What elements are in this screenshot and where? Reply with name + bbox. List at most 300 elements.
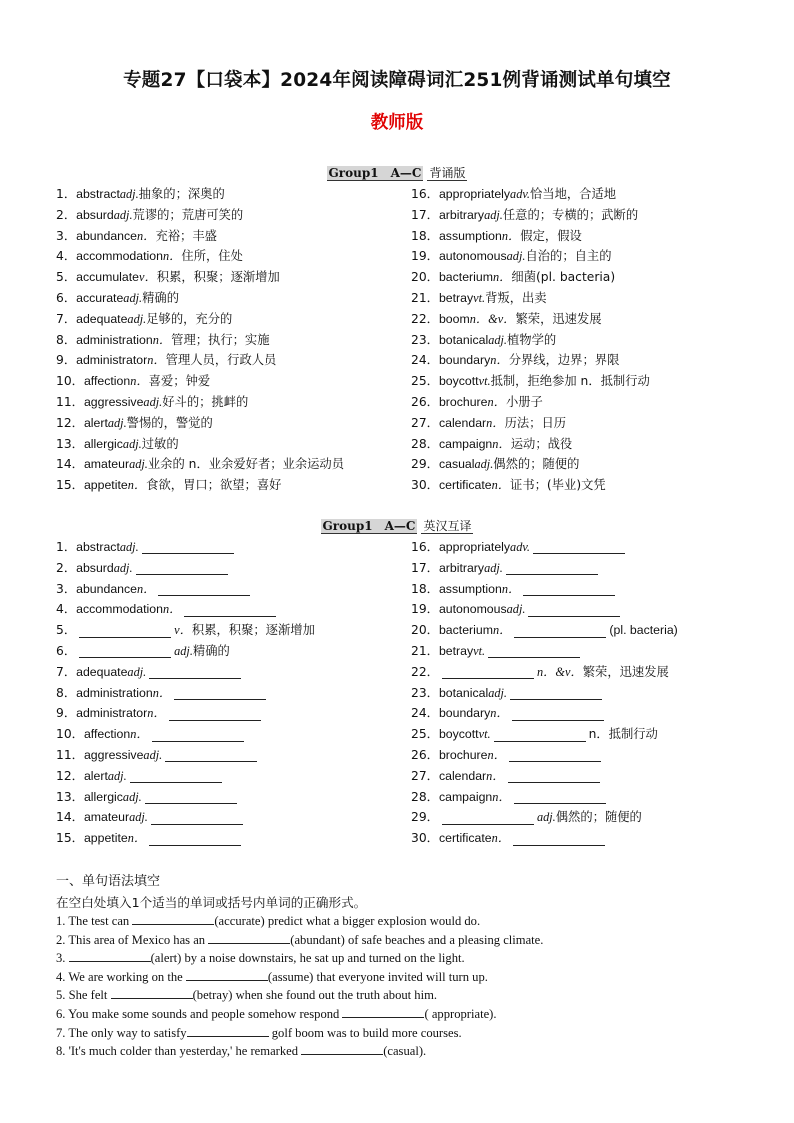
item-number: 18． bbox=[411, 228, 439, 243]
meaning: 住所，住处 bbox=[181, 249, 243, 264]
vocab-item bbox=[411, 205, 650, 226]
word: assumption bbox=[438, 581, 502, 596]
word: assumption bbox=[438, 228, 502, 243]
answer-blank[interactable] bbox=[514, 624, 606, 638]
word: botanical bbox=[438, 332, 489, 347]
vocab-item bbox=[411, 371, 650, 392]
part-of-speech: n． bbox=[127, 478, 147, 493]
part-of-speech: adj. bbox=[474, 457, 494, 472]
vocab-item bbox=[56, 246, 344, 267]
part-of-speech: adj. bbox=[143, 394, 163, 409]
word: brochure bbox=[438, 394, 488, 409]
vocab-item bbox=[56, 350, 344, 371]
group-label: Group1 A—C bbox=[322, 519, 416, 533]
translation-item bbox=[411, 620, 678, 641]
translation-item bbox=[411, 683, 678, 704]
word: boom bbox=[438, 311, 470, 326]
item-number: 21． bbox=[411, 643, 439, 658]
word: absurd bbox=[76, 207, 114, 222]
item-number: 14． bbox=[56, 457, 84, 472]
vocab-item bbox=[411, 392, 650, 413]
part-of-speech: n． bbox=[490, 706, 509, 721]
answer-blank[interactable] bbox=[184, 603, 276, 617]
item-number: 11． bbox=[56, 747, 84, 762]
vocab-item bbox=[56, 475, 344, 496]
answer-blank[interactable] bbox=[132, 913, 214, 925]
translation-item bbox=[411, 828, 678, 849]
translation-item bbox=[411, 599, 678, 620]
word: abstract bbox=[76, 540, 120, 554]
word: bacterium bbox=[438, 623, 493, 638]
part-of-speech: adj. bbox=[506, 602, 526, 617]
answer-blank[interactable] bbox=[506, 561, 598, 575]
answer-blank[interactable] bbox=[151, 811, 243, 825]
item-number: 22． bbox=[411, 664, 439, 679]
vocab-item bbox=[411, 288, 650, 309]
translation-item bbox=[56, 579, 315, 600]
part-of-speech: adj. bbox=[113, 560, 133, 575]
answer-blank[interactable] bbox=[79, 644, 171, 658]
meaning: 荒谬的；荒唐可笑的 bbox=[132, 207, 244, 222]
meaning: 积累，积聚；逐渐增加 bbox=[156, 270, 280, 285]
exercise-sentence bbox=[56, 1006, 497, 1022]
part-of-speech: n． bbox=[491, 831, 511, 846]
word: calendar bbox=[438, 768, 487, 783]
item-number: 5． bbox=[56, 270, 77, 285]
item-number: 2． bbox=[56, 207, 77, 222]
translation-item bbox=[56, 620, 315, 641]
part-of-speech: n． bbox=[162, 249, 182, 264]
exercise-sentence bbox=[56, 969, 488, 985]
translation-item bbox=[411, 745, 678, 766]
answer-blank[interactable] bbox=[142, 540, 234, 554]
translate-list-right bbox=[411, 537, 678, 849]
meaning: 足够的，充分的 bbox=[146, 311, 233, 326]
word: boycott bbox=[438, 727, 479, 742]
mode-label: 背诵版 bbox=[429, 166, 466, 180]
meaning: 繁荣，迅速发展 bbox=[515, 311, 602, 326]
translation-item bbox=[56, 558, 315, 579]
edition-label: 教师版 bbox=[370, 113, 424, 133]
part-of-speech: adj. bbox=[143, 747, 163, 762]
meaning: 过敏的 bbox=[141, 436, 179, 451]
item-number: 9． bbox=[56, 353, 77, 368]
part-of-speech: v． bbox=[139, 270, 157, 285]
answer-blank[interactable] bbox=[136, 561, 228, 575]
vocab-item bbox=[56, 226, 344, 247]
recite-list-right bbox=[411, 184, 650, 496]
word: amateur bbox=[83, 810, 130, 825]
part-of-speech: n． bbox=[152, 685, 172, 700]
word: accommodation bbox=[76, 249, 163, 264]
word: allergic bbox=[83, 789, 123, 804]
word: boycott bbox=[438, 374, 479, 389]
answer-blank[interactable] bbox=[130, 769, 222, 783]
sentence-start: 4. We are working on the bbox=[56, 969, 186, 984]
word: calendar bbox=[438, 415, 487, 430]
meaning: 管理；执行；实施 bbox=[171, 332, 270, 347]
item-number: 4． bbox=[56, 249, 77, 264]
sentence-end: (casual). bbox=[383, 1044, 427, 1059]
answer-blank[interactable] bbox=[442, 665, 534, 679]
vocab-item bbox=[56, 392, 344, 413]
item-number: 27． bbox=[411, 415, 439, 430]
vocab-item bbox=[56, 330, 344, 351]
part-of-speech: n． bbox=[487, 747, 506, 762]
part-of-speech: adj. bbox=[488, 332, 507, 347]
item-number: 6． bbox=[56, 290, 77, 305]
translation-item bbox=[56, 807, 315, 828]
meaning: n．抵制行动 bbox=[588, 727, 658, 742]
part-of-speech: vt. bbox=[478, 374, 491, 389]
translation-item bbox=[411, 558, 678, 579]
word: abundance bbox=[76, 228, 137, 243]
item-number: 28． bbox=[411, 436, 439, 451]
word: administration bbox=[76, 332, 153, 347]
item-number: 14． bbox=[56, 810, 84, 825]
exercise-sentence bbox=[56, 950, 465, 966]
meaning: 积累，积聚；逐渐增加 bbox=[191, 623, 315, 638]
word: amateur bbox=[83, 457, 130, 472]
part-of-speech: adj. bbox=[484, 207, 503, 222]
item-number: 15． bbox=[56, 831, 84, 846]
item-number: 16． bbox=[411, 540, 439, 554]
vocab-item bbox=[56, 434, 344, 455]
item-number: 2． bbox=[56, 560, 77, 575]
page-title: 专题27【口袋本】2024年阅读障碍词汇251例背诵测试单句填空 bbox=[123, 70, 671, 91]
meaning: 假定，假设 bbox=[520, 228, 582, 243]
answer-blank[interactable] bbox=[510, 686, 602, 700]
meaning: 运动；战役 bbox=[510, 436, 573, 451]
meaning: 分界线，边界；界限 bbox=[508, 353, 620, 368]
item-number: 8． bbox=[56, 332, 77, 347]
answer-blank[interactable] bbox=[301, 1043, 383, 1055]
translation-item bbox=[56, 703, 315, 724]
part-of-speech: adj. bbox=[107, 415, 127, 430]
word: appetite bbox=[83, 478, 128, 493]
item-number: 25． bbox=[411, 374, 439, 389]
sentence-end: (accurate) predict what a bigger explosion would do. bbox=[214, 914, 481, 928]
part-of-speech: n． bbox=[501, 228, 521, 243]
vocab-item bbox=[56, 267, 344, 288]
meaning: 管理人员，行政人员 bbox=[165, 353, 277, 368]
part-of-speech: n． bbox=[147, 353, 166, 368]
translation-item bbox=[56, 662, 315, 683]
item-number: 16． bbox=[411, 187, 439, 201]
part-of-speech: adj. bbox=[536, 810, 556, 825]
part-of-speech: adj. bbox=[488, 685, 507, 700]
word: campaign bbox=[438, 436, 493, 451]
word: accurate bbox=[76, 290, 124, 305]
word: accommodation bbox=[76, 602, 163, 617]
part-of-speech: adj. bbox=[129, 457, 148, 472]
part-of-speech: adj. bbox=[127, 311, 147, 326]
answer-blank[interactable] bbox=[533, 540, 625, 554]
vocab-item bbox=[411, 226, 650, 247]
vocab-item bbox=[411, 330, 650, 351]
meaning: 任意的；专横的；武断的 bbox=[502, 207, 639, 222]
word: administrator bbox=[76, 706, 148, 721]
item-number: 4． bbox=[56, 602, 77, 617]
answer-blank[interactable] bbox=[174, 686, 266, 700]
meaning: 小册子 bbox=[505, 394, 543, 409]
item-number: 10． bbox=[56, 727, 84, 742]
sentence-start: 6. You make some sounds and people somehow respond bbox=[56, 1007, 343, 1021]
answer-blank[interactable] bbox=[523, 582, 615, 596]
word: boundary bbox=[438, 353, 491, 368]
part-of-speech: n． bbox=[492, 623, 512, 638]
vocab-item bbox=[411, 184, 650, 205]
item-number: 24． bbox=[411, 706, 439, 721]
item-number: 28． bbox=[411, 789, 439, 804]
translation-item bbox=[411, 641, 678, 662]
sentence-end: ( appropriate). bbox=[424, 1007, 497, 1021]
translation-item bbox=[56, 683, 315, 704]
part-of-speech: n． bbox=[152, 332, 172, 347]
word: botanical bbox=[438, 685, 489, 700]
word: brochure bbox=[438, 747, 488, 762]
word: campaign bbox=[438, 789, 493, 804]
exercise-sentence bbox=[56, 932, 543, 948]
answer-blank[interactable] bbox=[512, 707, 604, 721]
word: aggressive bbox=[83, 394, 144, 409]
item-number: 12． bbox=[56, 415, 84, 430]
part-of-speech: adj. bbox=[174, 643, 193, 658]
word: appetite bbox=[83, 831, 128, 846]
vocab-item bbox=[411, 434, 650, 455]
answer-blank[interactable] bbox=[169, 707, 261, 721]
meaning: 细菌(pl. bacteria) bbox=[511, 270, 616, 285]
answer-blank[interactable] bbox=[508, 769, 600, 783]
answer-blank[interactable] bbox=[111, 987, 193, 999]
answer-blank[interactable] bbox=[442, 811, 534, 825]
item-number: 20． bbox=[411, 270, 439, 285]
recite-group-header bbox=[0, 164, 794, 181]
meaning: 精确的 bbox=[142, 290, 179, 305]
vocab-item bbox=[411, 454, 650, 475]
vocab-item bbox=[56, 371, 344, 392]
item-number: 19． bbox=[411, 602, 439, 617]
item-number: 17． bbox=[411, 207, 439, 222]
part-of-speech: n． bbox=[127, 831, 147, 846]
section-heading: 一、单句语法填空 bbox=[56, 874, 161, 889]
word: allergic bbox=[83, 436, 123, 451]
word: absurd bbox=[76, 560, 114, 575]
item-number: 13． bbox=[56, 436, 84, 451]
item-number: 29． bbox=[411, 457, 439, 472]
translation-item bbox=[56, 724, 315, 745]
item-number: 19． bbox=[411, 249, 439, 264]
answer-blank[interactable] bbox=[509, 748, 601, 762]
word: appropriately bbox=[438, 187, 511, 201]
part-of-speech: n． bbox=[486, 415, 505, 430]
meaning: 精确的 bbox=[192, 643, 230, 658]
part-of-speech: n． bbox=[492, 789, 511, 804]
item-number: 7． bbox=[56, 311, 77, 326]
part-of-speech: vt. bbox=[473, 643, 486, 658]
answer-blank[interactable] bbox=[342, 1006, 424, 1018]
part-of-speech: n． bbox=[501, 581, 521, 596]
answer-blank[interactable] bbox=[69, 950, 151, 962]
vocab-item bbox=[56, 309, 344, 330]
item-number: 30． bbox=[411, 831, 439, 846]
sentence-end: (abundant) of safe beaches and a pleasing climate. bbox=[290, 932, 544, 947]
item-number: 27． bbox=[411, 768, 439, 783]
vocab-item bbox=[411, 413, 650, 434]
answer-blank[interactable] bbox=[514, 790, 606, 804]
word: abstract bbox=[76, 187, 120, 201]
part-of-speech: vt. bbox=[478, 727, 491, 742]
meaning: 业余的 n．业余爱好者；业余运动员 bbox=[147, 457, 345, 472]
meaning: 历法；日历 bbox=[504, 415, 567, 430]
meaning: 喜爱；钟爱 bbox=[148, 374, 211, 389]
part-of-speech: adj. bbox=[119, 187, 139, 201]
word: alert bbox=[83, 768, 108, 783]
answer-blank[interactable] bbox=[165, 748, 257, 762]
item-number: 3． bbox=[56, 228, 77, 243]
item-number: 26． bbox=[411, 394, 439, 409]
part-of-speech: adj. bbox=[122, 789, 142, 804]
item-number: 11． bbox=[56, 394, 84, 409]
translation-item bbox=[411, 766, 678, 787]
part-of-speech: adj. bbox=[122, 436, 142, 451]
part-of-speech: adj. bbox=[127, 664, 147, 679]
word: adequate bbox=[76, 664, 128, 679]
word: appropriately bbox=[438, 540, 511, 554]
part-of-speech: n． bbox=[490, 353, 509, 368]
sentence-end: (assume) that everyone invited will turn up. bbox=[267, 969, 488, 984]
part-of-speech: adj. bbox=[123, 290, 143, 305]
part-of-speech: n． bbox=[137, 581, 156, 596]
answer-blank[interactable] bbox=[488, 644, 580, 658]
vocab-item bbox=[56, 184, 344, 205]
translation-item bbox=[411, 724, 678, 745]
item-number: 3． bbox=[56, 581, 77, 596]
item-number: 5． bbox=[56, 623, 77, 638]
part-of-speech: n．&v． bbox=[536, 664, 583, 679]
answer-blank[interactable] bbox=[187, 1025, 269, 1037]
item-number: 24． bbox=[411, 353, 439, 368]
item-number: 18． bbox=[411, 581, 439, 596]
exercise-sentence bbox=[56, 1043, 426, 1059]
word: alert bbox=[83, 415, 108, 430]
part-of-speech: n． bbox=[130, 727, 149, 742]
meaning: 偶然的；随便的 bbox=[493, 457, 580, 472]
word: arbitrary bbox=[438, 560, 485, 575]
item-number: 20． bbox=[411, 623, 439, 638]
translation-item bbox=[56, 537, 315, 558]
word: administrator bbox=[76, 353, 148, 368]
word: administration bbox=[76, 685, 153, 700]
vocab-item bbox=[56, 288, 344, 309]
answer-blank[interactable] bbox=[145, 790, 237, 804]
translation-item bbox=[411, 579, 678, 600]
answer-blank[interactable] bbox=[494, 728, 586, 742]
translation-item bbox=[411, 537, 678, 558]
word: betray bbox=[438, 643, 474, 658]
word: aggressive bbox=[83, 747, 144, 762]
part-of-speech: n． bbox=[130, 374, 149, 389]
part-of-speech: n． bbox=[137, 228, 156, 243]
translation-item bbox=[56, 766, 315, 787]
word: boundary bbox=[438, 706, 491, 721]
word: autonomous bbox=[438, 602, 507, 617]
answer-blank[interactable] bbox=[152, 728, 244, 742]
part-of-speech: n． bbox=[492, 436, 511, 451]
answer-blank[interactable] bbox=[149, 832, 241, 846]
item-number: 29． bbox=[411, 810, 439, 825]
sentence-start: 5. She felt bbox=[56, 988, 111, 1003]
vocab-item bbox=[411, 475, 650, 496]
vocab-item bbox=[56, 454, 344, 475]
sentence-start: 2. This area of Mexico has an bbox=[56, 932, 209, 947]
sentence-end: (betray) when she found out the truth about him. bbox=[192, 988, 438, 1003]
part-of-speech: adj. bbox=[484, 560, 503, 575]
translation-item bbox=[56, 828, 315, 849]
meaning: 植物学的 bbox=[506, 332, 557, 347]
meaning: 证书；(毕业)文凭 bbox=[510, 478, 606, 493]
part-of-speech: n． bbox=[487, 394, 506, 409]
answer-blank[interactable] bbox=[158, 582, 250, 596]
answer-blank[interactable] bbox=[208, 932, 290, 944]
translation-item bbox=[56, 641, 315, 662]
recite-list-left bbox=[56, 184, 344, 496]
answer-blank[interactable] bbox=[513, 832, 605, 846]
part-of-speech: adv. bbox=[510, 187, 530, 201]
item-number: 15． bbox=[56, 478, 84, 493]
translation-item bbox=[56, 745, 315, 766]
part-of-speech: n． bbox=[491, 478, 511, 493]
translation-item bbox=[411, 807, 678, 828]
word: certificate bbox=[438, 831, 492, 846]
item-number: 23． bbox=[411, 332, 439, 347]
item-number: 13． bbox=[56, 789, 84, 804]
item-number: 26． bbox=[411, 747, 439, 762]
meaning: 警惕的，警觉的 bbox=[126, 415, 213, 430]
answer-blank[interactable] bbox=[149, 665, 241, 679]
vocab-item bbox=[411, 309, 650, 330]
vocab-item bbox=[411, 267, 650, 288]
meaning: 背叛，出卖 bbox=[485, 290, 547, 305]
note: (pl. bacteria) bbox=[609, 623, 678, 638]
word: abundance bbox=[76, 581, 137, 596]
translate-group-header bbox=[0, 517, 794, 534]
word: casual bbox=[438, 457, 475, 472]
sentence-end: (alert) by a noise downstairs, he sat up and turned on the light. bbox=[150, 951, 465, 966]
answer-blank[interactable] bbox=[186, 969, 268, 981]
translation-item bbox=[411, 703, 678, 724]
item-number: 30． bbox=[411, 478, 439, 493]
word: bacterium bbox=[438, 270, 493, 285]
item-number: 10． bbox=[56, 374, 84, 389]
meaning: 恰当地，合适地 bbox=[529, 187, 617, 201]
exercise-sentence bbox=[56, 913, 480, 929]
item-number: 21． bbox=[411, 290, 439, 305]
part-of-speech: n． bbox=[147, 706, 166, 721]
item-number: 1． bbox=[56, 187, 77, 201]
answer-blank[interactable] bbox=[528, 603, 620, 617]
item-number: 22． bbox=[411, 311, 439, 326]
part-of-speech: adj. bbox=[113, 207, 133, 222]
part-of-speech: adv. bbox=[510, 540, 530, 554]
meaning: 抽象的；深奥的 bbox=[138, 187, 225, 201]
part-of-speech: adj. bbox=[119, 540, 139, 554]
meaning: 自治的；自主的 bbox=[525, 249, 612, 264]
word: adequate bbox=[76, 311, 128, 326]
item-number: 8． bbox=[56, 685, 77, 700]
answer-blank[interactable] bbox=[79, 624, 171, 638]
vocab-item bbox=[56, 413, 344, 434]
